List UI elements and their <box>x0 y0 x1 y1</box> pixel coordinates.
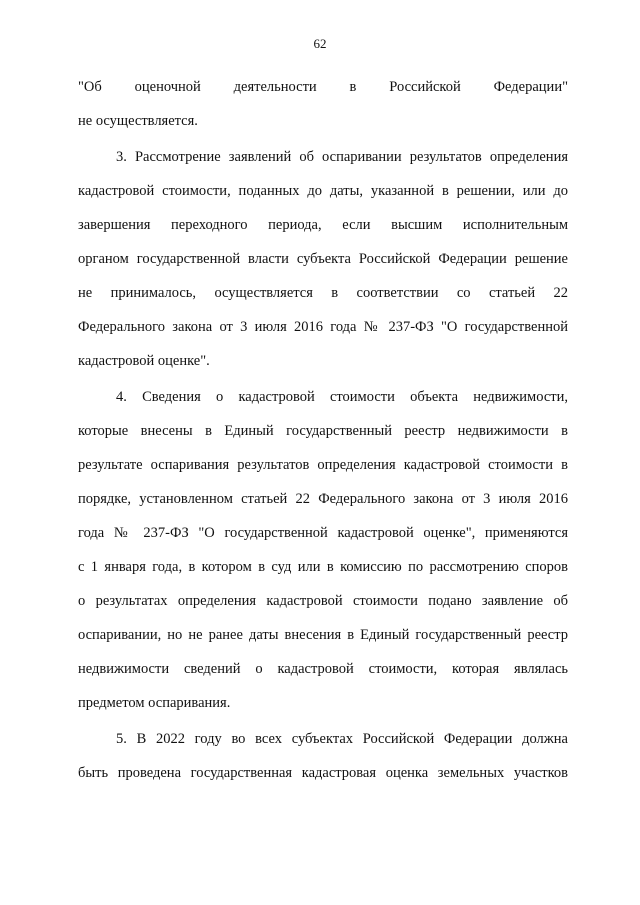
text-line: 5. В 2022 году во всех субъектах Российской Федерации должна <box>116 731 568 747</box>
text-line: результате оспаривания результатов определения кадастровой стоимости в <box>78 457 568 473</box>
text-line: о результатах определения кадастровой стоимости подано заявление об <box>78 593 568 609</box>
text-line: кадастровой оценке". <box>78 353 210 369</box>
paragraph-3 <box>78 140 568 378</box>
text-line: года № 237-ФЗ "О государственной кадастровой оценке", применяются <box>78 525 568 541</box>
text-line: оспаривании, но не ранее даты внесения в Единый государственный реестр <box>78 627 568 643</box>
text-line: предметом оспаривания. <box>78 695 231 711</box>
text-line: завершения переходного периода, если высшим исполнительным <box>78 217 568 233</box>
text-line: Федерального закона от 3 июля 2016 года № 237-ФЗ "О государственной <box>78 319 568 335</box>
document-body <box>78 70 568 790</box>
text-line: кадастровой стоимости, поданных до даты, указанной в решении, или до <box>78 183 568 199</box>
text-line: органом государственной власти субъекта Российской Федерации решение <box>78 251 568 267</box>
text-line: "Об оценочной деятельности в Российской Федерации" <box>78 79 568 95</box>
page-number: 62 <box>313 36 327 51</box>
text-line: с 1 января года, в котором в суд или в комиссию по рассмотрению споров <box>78 559 568 575</box>
text-line: которые внесены в Единый государственный реестр недвижимости в <box>78 423 568 439</box>
text-line: не осуществляется. <box>78 113 198 129</box>
text-line: не принималось, осуществляется в соответствии со статьей 22 <box>78 285 568 301</box>
text-line: недвижимости сведений о кадастровой стоимости, которая являлась <box>78 661 568 677</box>
text-line: порядке, установленном статьей 22 Федерального закона от 3 июля 2016 <box>78 491 568 507</box>
paragraph-continuation <box>78 70 568 138</box>
paragraph-4 <box>78 380 568 720</box>
text-line: 4. Сведения о кадастровой стоимости объекта недвижимости, <box>116 389 568 405</box>
text-line: быть проведена государственная кадастровая оценка земельных участков <box>78 765 568 781</box>
text-line: 3. Рассмотрение заявлений об оспаривании результатов определения <box>116 149 568 165</box>
paragraph-5 <box>78 722 568 790</box>
